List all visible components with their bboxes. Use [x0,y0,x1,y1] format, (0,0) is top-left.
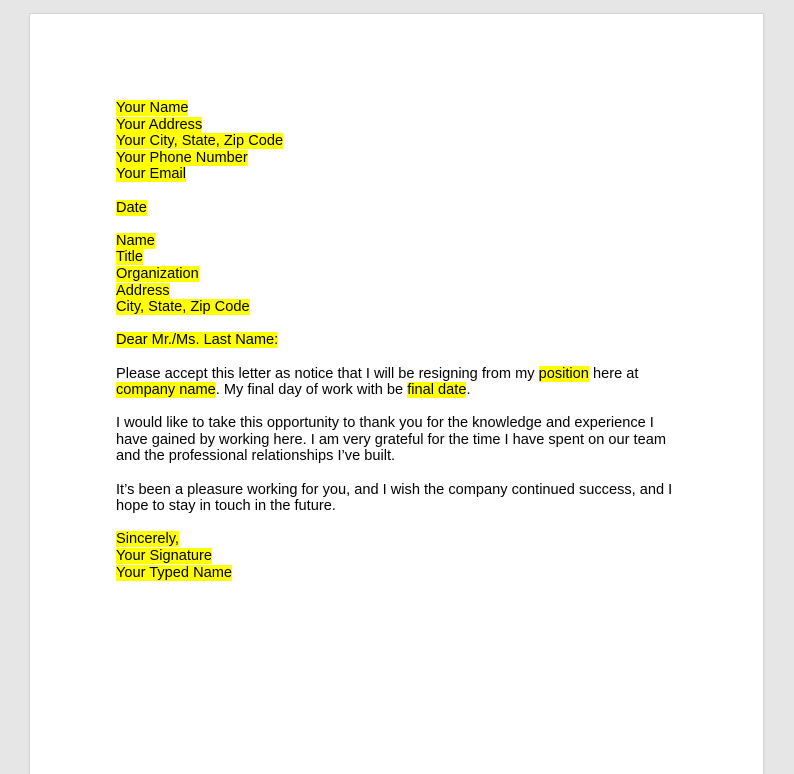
recipient-title: Title [116,249,144,266]
company-name-placeholder: company name [116,382,216,399]
letter-body [116,100,676,581]
paragraph-notice [116,366,676,399]
sender-address: Your Address [116,116,203,133]
signature: Your Signature [116,548,213,565]
sign-off: Sincerely, [116,531,179,548]
sender-block [116,100,676,183]
sender-phone: Your Phone Number [116,149,248,166]
document-page [30,14,763,774]
paragraph-farewell: It’s been a pleasure working for you, and I wish the company continued success, and I hope to stay in touch in the future. [116,481,673,515]
recipient-organization: Organization [116,265,199,282]
position-placeholder: position [538,365,589,382]
salutation: Dear Mr./Ms. Last Name: [116,332,279,349]
paragraph-notice-text-2: here at [588,365,639,382]
typed-name: Your Typed Name [116,564,233,581]
recipient-address: Address [116,282,170,299]
paragraph-notice-text-4: . [466,382,471,399]
final-date-placeholder: final date [407,382,467,399]
paragraph-thanks: I would like to take this opportunity to thank you for the knowledge and experience I have gained by working here. I am very grateful for the time I have spent on our team and the professional relationships I’ve built. [116,415,666,465]
paragraph-notice-text-3: . My final day of work with be [215,382,408,399]
recipient-block [116,233,676,316]
recipient-city-state-zip: City, State, Zip Code [116,299,250,316]
sender-city-state-zip: Your City, State, Zip Code [116,133,284,150]
closing-block [116,531,676,581]
recipient-name: Name [116,232,155,249]
sender-email: Your Email [116,166,187,183]
sender-name: Your Name [116,100,189,116]
paragraph-notice-text-1: Please accept this letter as notice that I will be resigning from my [116,365,539,382]
letter-date: Date [116,199,147,216]
